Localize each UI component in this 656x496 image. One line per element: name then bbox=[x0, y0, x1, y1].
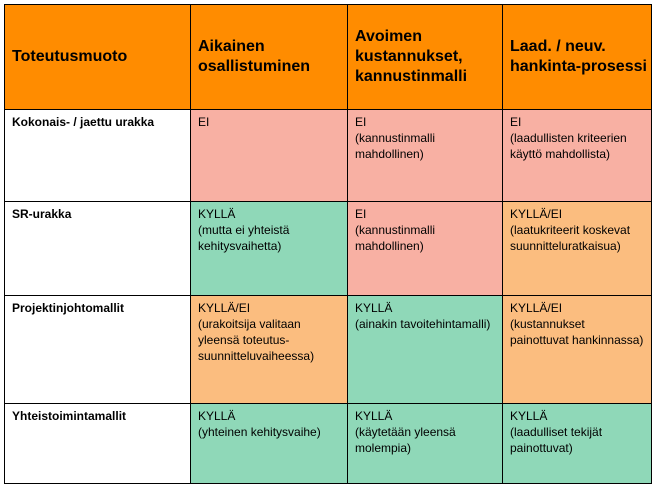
cell-value: EI bbox=[355, 115, 367, 129]
cell-value: EI bbox=[355, 207, 367, 221]
table-cell bbox=[348, 110, 503, 202]
table-cell bbox=[191, 296, 348, 404]
table-row bbox=[5, 404, 652, 484]
row-label: Projektinjohtomallit bbox=[5, 296, 191, 404]
header-toteutusmuoto: Toteutusmuoto bbox=[5, 5, 191, 110]
cell-value: EI bbox=[198, 115, 210, 129]
cell-note: (laadulliset tekijät painottuvat) bbox=[510, 425, 603, 455]
cell-note: (urakoitsija valitaan yleensä toteutus-suunnitteluvaiheessa) bbox=[198, 317, 315, 363]
row-label: Kokonais- / jaettu urakka bbox=[5, 110, 191, 202]
cell-note: (yhteinen kehitysvaihe) bbox=[198, 425, 321, 439]
header-row bbox=[5, 5, 652, 110]
table-cell bbox=[348, 404, 503, 484]
cell-value: KYLLÄ/EI bbox=[510, 207, 563, 221]
table-cell bbox=[503, 404, 652, 484]
table-row bbox=[5, 202, 652, 296]
table-cell bbox=[503, 110, 652, 202]
cell-note: (kannustinmalli mahdollinen) bbox=[355, 131, 436, 161]
cell-note: (käytetään yleensä molempia) bbox=[355, 425, 456, 455]
cell-value: KYLLÄ bbox=[510, 409, 548, 423]
table-cell bbox=[191, 202, 348, 296]
row-label: Yhteistoimintamallit bbox=[5, 404, 191, 484]
header-hankintaprosessi: Laad. / neuv. hankinta-prosessi bbox=[503, 5, 652, 110]
cell-note: (kustannukset painottuvat hankinnassa) bbox=[510, 317, 644, 347]
header-avoimen-kustannukset: Avoimen kustannukset, kannustinmalli bbox=[348, 5, 503, 110]
table-cell bbox=[191, 110, 348, 202]
header-aikainen-osallistuminen: Aikainen osallistuminen bbox=[191, 5, 348, 110]
table-cell bbox=[348, 296, 503, 404]
table-cell bbox=[191, 404, 348, 484]
table-cell bbox=[503, 202, 652, 296]
cell-value: KYLLÄ/EI bbox=[198, 301, 251, 315]
cell-value: KYLLÄ bbox=[198, 409, 236, 423]
cell-note: (mutta ei yhteistä kehitysvaihetta) bbox=[198, 223, 290, 253]
cell-value: KYLLÄ bbox=[198, 207, 236, 221]
cell-value: KYLLÄ bbox=[355, 301, 393, 315]
table-cell bbox=[348, 202, 503, 296]
cell-note: (laatukriteerit koskevat suunnitteluratkaisua) bbox=[510, 223, 631, 253]
row-label: SR-urakka bbox=[5, 202, 191, 296]
cell-value: KYLLÄ bbox=[355, 409, 393, 423]
cell-note: (kannustinmalli mahdollinen) bbox=[355, 223, 436, 253]
table-cell bbox=[503, 296, 652, 404]
cell-note: (ainakin tavoitehintamalli) bbox=[355, 317, 491, 331]
comparison-table bbox=[4, 4, 652, 484]
cell-value: EI bbox=[510, 115, 522, 129]
table-row bbox=[5, 296, 652, 404]
table-row bbox=[5, 110, 652, 202]
cell-value: KYLLÄ/EI bbox=[510, 301, 563, 315]
cell-note: (laadullisten kriteerien käyttö mahdollista) bbox=[510, 131, 627, 161]
